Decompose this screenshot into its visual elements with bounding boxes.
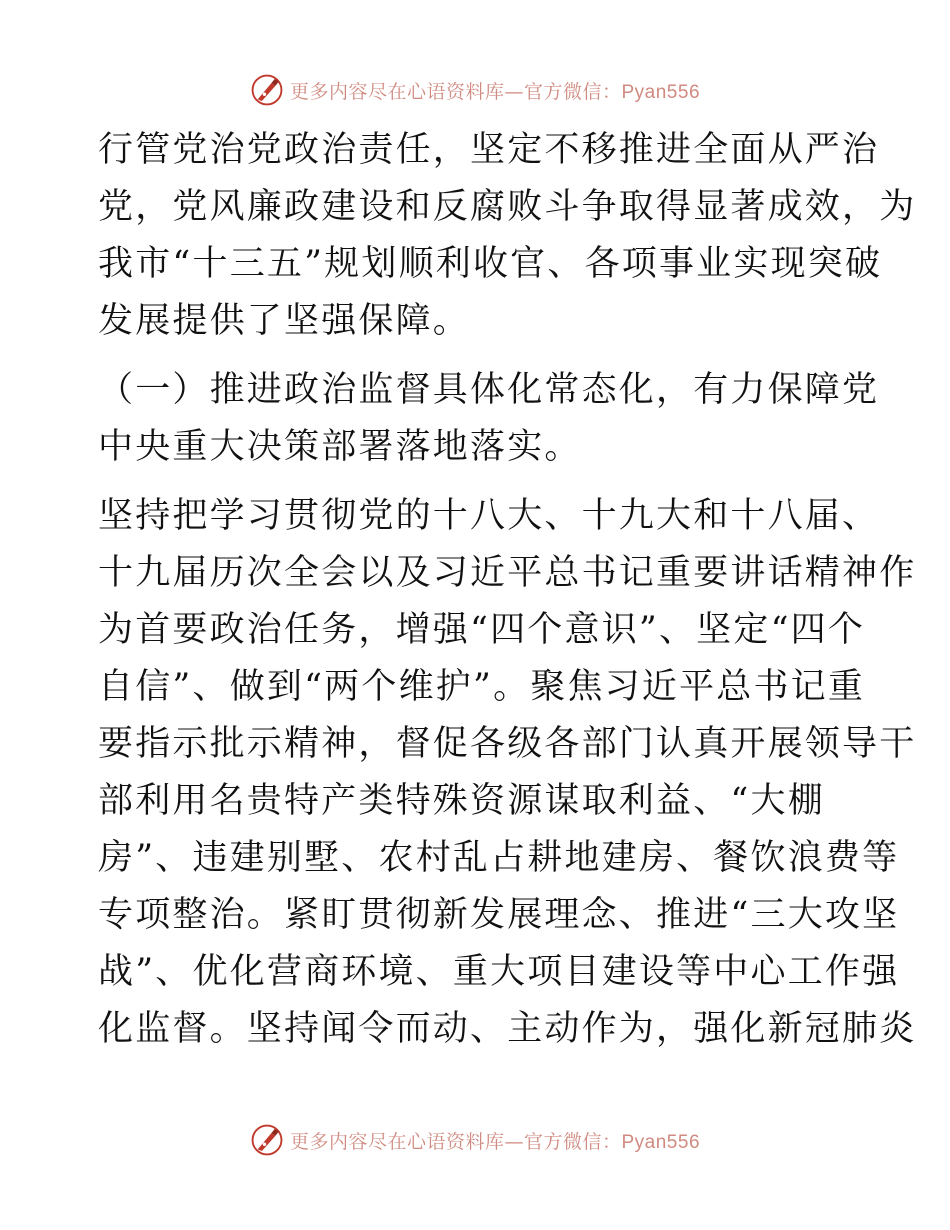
section-heading — [98, 362, 880, 476]
document-body — [98, 122, 917, 1058]
text-line: 自信”、做到“两个维护”。聚焦习近平总书记重 — [98, 667, 866, 707]
text-line: 房”、违建别墅、农村乱占耕地建房、餐饮浪费等 — [98, 838, 900, 878]
text-line: 十九届历次全会以及习近平总书记重要讲话精神作 — [98, 553, 917, 593]
paragraph-intro — [98, 122, 917, 350]
text-line: 为首要政治任务，增强“四个意识”、坚定“四个 — [98, 610, 866, 650]
watermark-text: 更多内容尽在心语资料库—官方微信：Pyan556 — [289, 1130, 701, 1153]
text-line: 化监督。坚持闻令而动、主动作为，强化新冠肺炎 — [98, 1009, 917, 1049]
header-watermark — [0, 70, 950, 110]
text-line: 要指示批示精神，督促各级各部门认真开展领导干 — [98, 724, 917, 764]
text-line: 我市“十三五”规划顺利收官、各项事业实现突破 — [98, 244, 883, 284]
text-line: 部利用名贵特产类特殊资源谋取利益、“大棚 — [98, 781, 825, 821]
text-line: 中央重大决策部署落地落实。 — [98, 427, 582, 467]
pen-nib-icon — [250, 73, 284, 107]
watermark-text: 更多内容尽在心语资料库—官方微信：Pyan556 — [289, 80, 701, 103]
text-line: 战”、优化营商环境、重大项目建设等中心工作强 — [98, 952, 900, 992]
text-line: 行管党治党政治责任，坚定不移推进全面从严治 — [98, 130, 880, 170]
text-line: 专项整治。紧盯贯彻新发展理念、推进“三大攻坚 — [98, 895, 900, 935]
footer-watermark — [0, 1120, 950, 1160]
text-line: （一）推进政治监督具体化常态化，有力保障党 — [98, 370, 880, 410]
text-line: 党，党风廉政建设和反腐败斗争取得显著成效，为 — [98, 187, 917, 227]
text-line: 发展提供了坚强保障。 — [98, 301, 471, 341]
pen-nib-icon — [250, 1123, 284, 1157]
text-line: 坚持把学习贯彻党的十八大、十九大和十八届、 — [98, 496, 880, 536]
paragraph-body — [98, 488, 917, 1058]
